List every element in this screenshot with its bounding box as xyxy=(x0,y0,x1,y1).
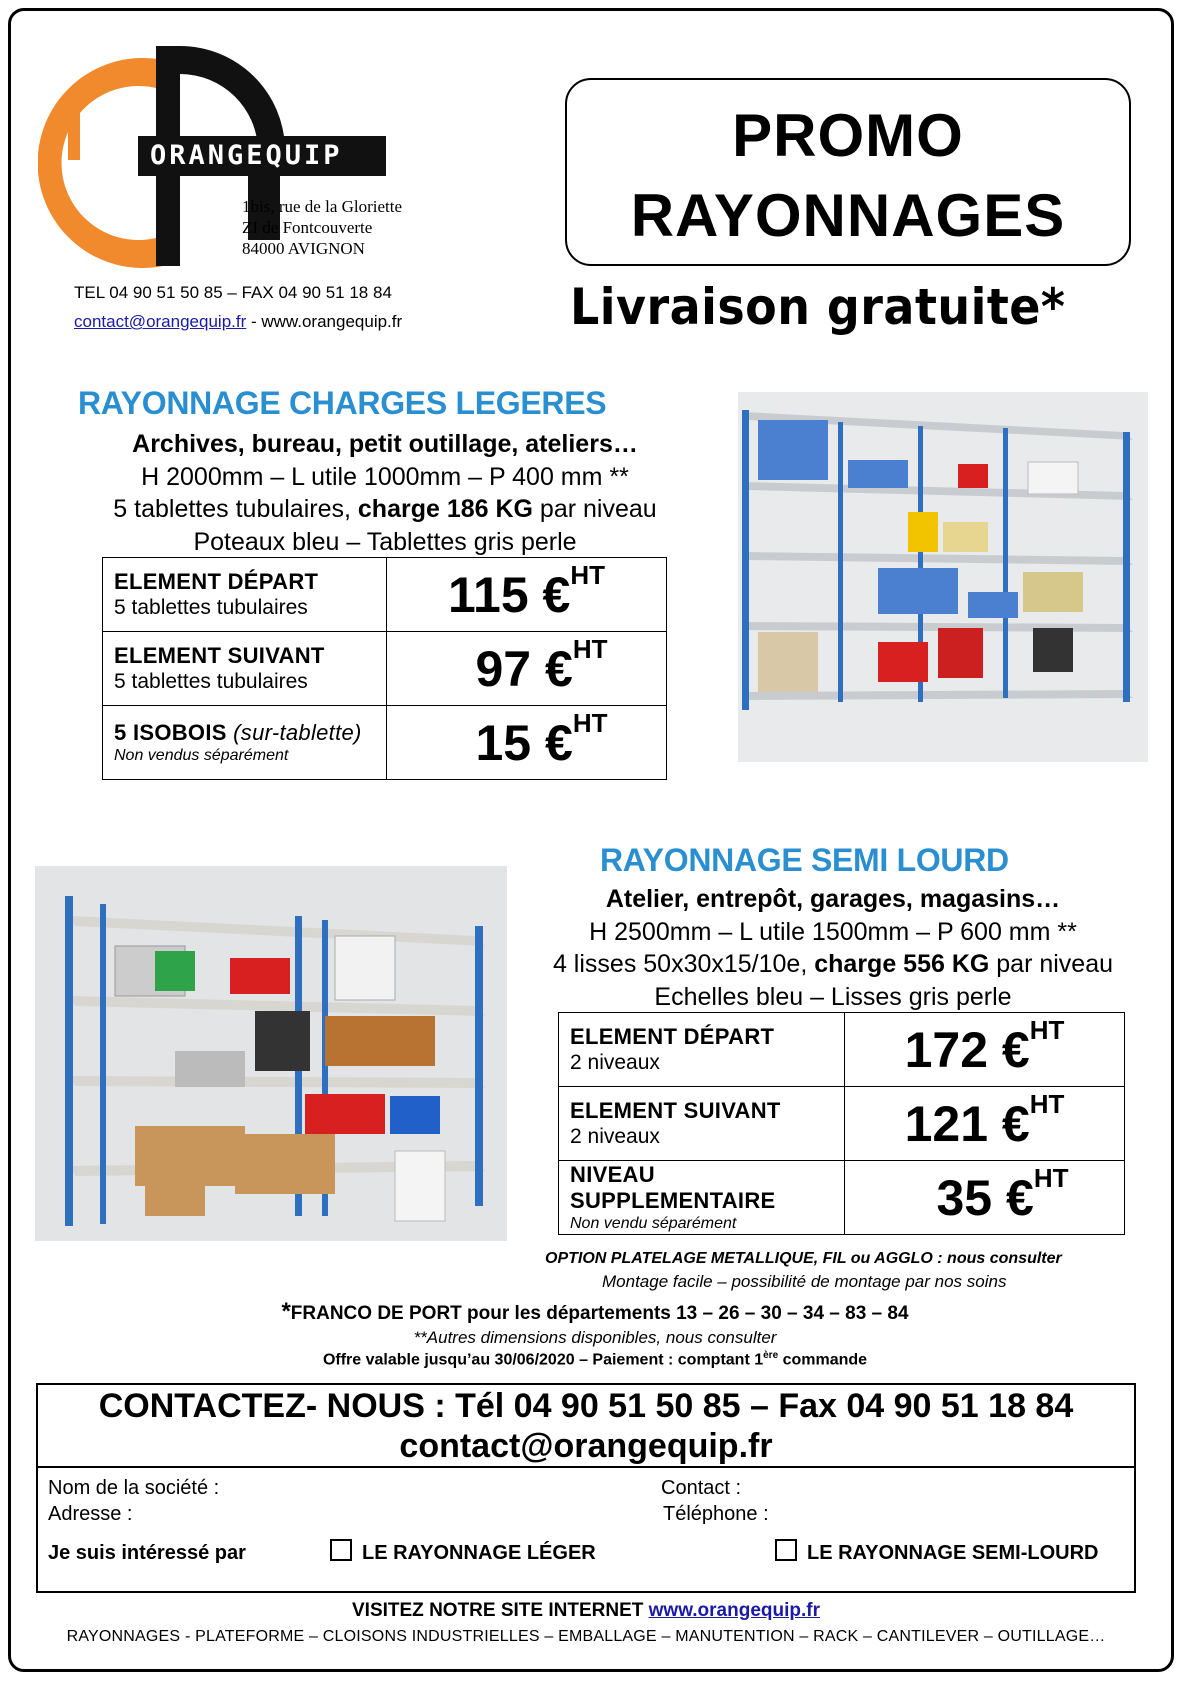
table-row: ELEMENT DÉPART 5 tablettes tubulaires 115 €$^{HT}$ xyxy=(103,558,667,632)
contact-email-line: contact@orangequip.fr xyxy=(399,1427,773,1465)
contact-box xyxy=(36,1383,1136,1593)
table-row: NIVEAU SUPPLEMENTAIRE Non vendu séparément 35 €$^{HT}$ xyxy=(559,1161,1125,1235)
light-price-table xyxy=(102,557,667,780)
contact-line: contact@orangequip.fr - www.orangequip.fr xyxy=(74,312,403,331)
semi-description: Atelier, entrepôt, garages, magasins… H 2500mm – L utile 1500mm – P 600 mm ** 4 lisses 50x30x15/10e, charge 556 KG par niveau Echelles bleu – Lisses gris perle xyxy=(552,885,1114,1011)
tel-fax: TEL 04 90 51 50 85 – FAX 04 90 51 18 84 xyxy=(74,283,392,302)
option-light[interactable]: LE RAYONNAGE LÉGER xyxy=(330,1539,596,1565)
promo-title: PROMO xyxy=(732,102,964,169)
light-title: RAYONNAGE CHARGES LEGERES xyxy=(78,385,607,421)
phone-field-label: Téléphone : xyxy=(663,1503,769,1525)
option-semi[interactable]: LE RAYONNAGE SEMI-LOURD xyxy=(775,1539,1099,1565)
checkbox-light[interactable] xyxy=(330,1539,352,1561)
email-link[interactable]: contact@orangequip.fr xyxy=(74,312,247,331)
promo-subtitle: RAYONNAGES xyxy=(630,182,1066,249)
offer-note: Offre valable jusqu’au 30/06/2020 – Paiement : comptant 1ère commande xyxy=(322,1350,868,1369)
company-field-label: Nom de la société : xyxy=(48,1477,220,1499)
option-note: OPTION PLATELAGE METALLIQUE, FIL ou AGGLO : nous consulter xyxy=(545,1250,1062,1267)
table-row: ELEMENT SUIVANT 2 niveaux 121 €$^{HT}$ xyxy=(559,1087,1125,1161)
price-value: 172 €$^{HT}$ xyxy=(845,1013,1125,1087)
montage-note: Montage facile – possibilité de montage par nos soins xyxy=(602,1272,1007,1291)
dimensions-note: **Autres dimensions disponibles, nous consulter xyxy=(413,1328,777,1347)
semi-shelving-photo xyxy=(35,866,507,1241)
franco-note: *FRANCO DE PORT pour les départements 13 – 26 – 30 – 34 – 83 – 84 xyxy=(281,1298,909,1325)
price-value: 115 €$^{HT}$ xyxy=(387,558,667,632)
contact-phone-line: CONTACTEZ- NOUS : Tél 04 90 51 50 85 – Fax 04 90 51 18 84 xyxy=(98,1387,1074,1425)
brand-name: ORANGEQUIP xyxy=(150,140,343,171)
price-value: 97 €$^{HT}$ xyxy=(387,632,667,706)
semi-title: RAYONNAGE SEMI LOURD xyxy=(600,842,1009,878)
free-delivery: Livraison gratuite* xyxy=(570,278,1066,336)
price-value: 121 €$^{HT}$ xyxy=(845,1087,1125,1161)
visit-line: VISITEZ NOTRE SITE INTERNET www.orangequip.fr xyxy=(352,1600,820,1621)
table-row: 5 ISOBOIS (sur-tablette) Non vendus séparément 15 €$^{HT}$ xyxy=(103,706,667,780)
table-row: ELEMENT DÉPART 2 niveaux 172 €$^{HT}$ xyxy=(559,1013,1125,1087)
price-value: 15 €$^{HT}$ xyxy=(387,706,667,780)
price-value: 35 €$^{HT}$ xyxy=(845,1161,1125,1235)
website-link[interactable]: www.orangequip.fr xyxy=(648,1600,820,1621)
categories-line: RAYONNAGES - PLATEFORME – CLOISONS INDUSTRIELLES – EMBALLAGE – MANUTENTION – RACK – CANTILEVER – OUTILLAGE… xyxy=(66,1628,1106,1645)
light-description: Archives, bureau, petit outillage, ateliers… H 2000mm – L utile 1000mm – P 400 mm ** 5 tablettes tubulaires, charge 186 KG par niveau Poteaux bleu – Tablettes gris perle xyxy=(113,430,657,556)
promo-box xyxy=(565,78,1131,266)
semi-price-table xyxy=(558,1012,1125,1235)
checkbox-semi[interactable] xyxy=(775,1539,797,1561)
interest-label: Je suis intéressé par xyxy=(48,1542,246,1564)
address-field-label: Adresse : xyxy=(48,1503,133,1525)
table-row: ELEMENT SUIVANT 5 tablettes tubulaires 97 €$^{HT}$ xyxy=(103,632,667,706)
divider xyxy=(38,1466,1134,1468)
contact-field-label: Contact : xyxy=(661,1477,742,1499)
light-shelving-photo xyxy=(738,392,1148,762)
company-address: 1bis, rue de la Gloriette ZI de Fontcouverte 84000 AVIGNON xyxy=(242,197,403,258)
